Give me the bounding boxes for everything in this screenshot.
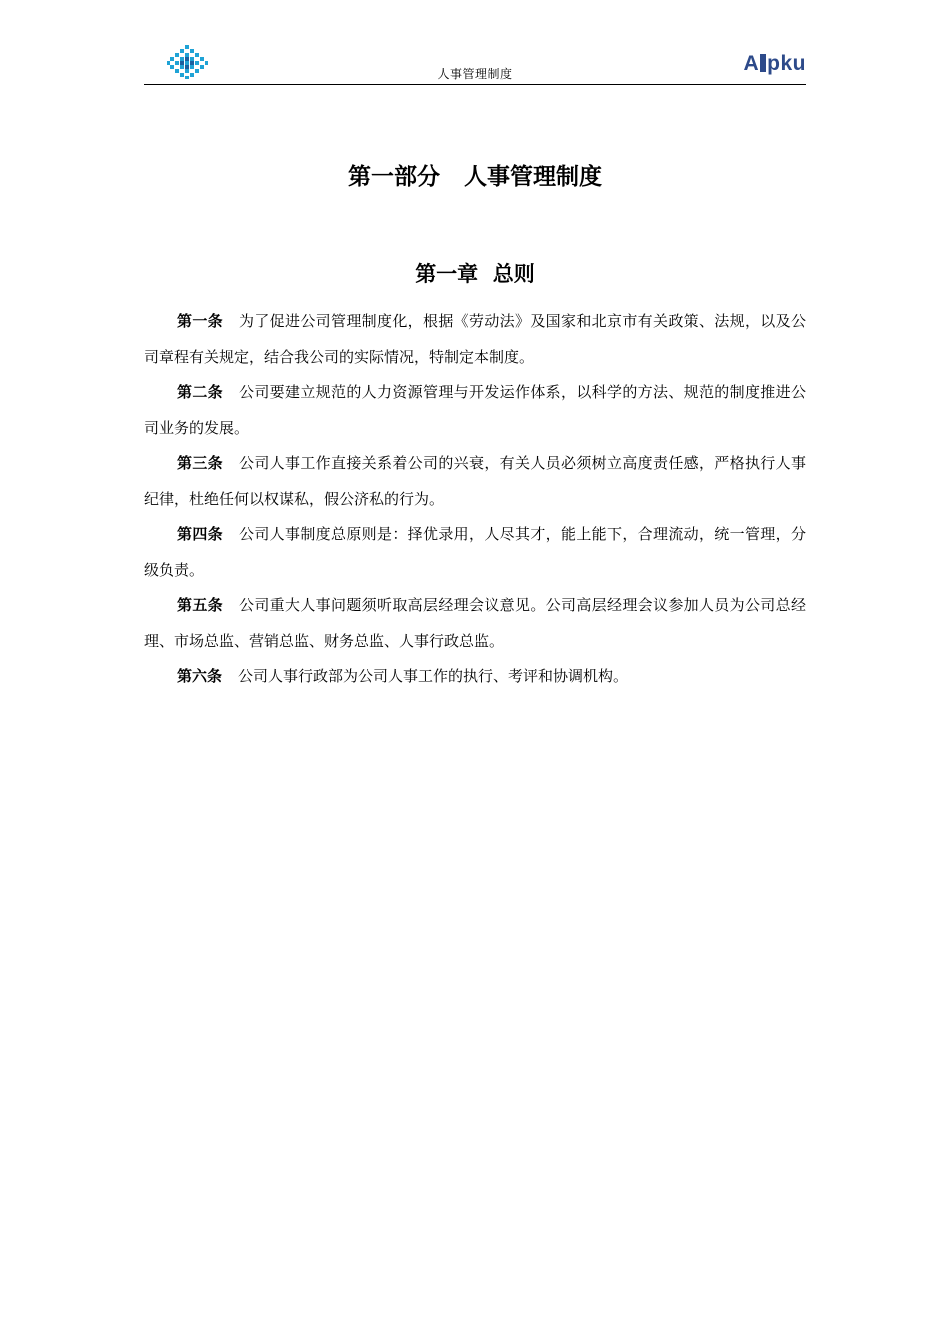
article-label: 第一条 (177, 312, 223, 330)
part-title: 第一部分 人事管理制度 (347, 164, 603, 190)
article-5 (144, 588, 806, 659)
article-label: 第四条 (177, 525, 223, 543)
article-2 (144, 375, 806, 446)
aipku-logo (743, 52, 806, 76)
article-text: 为了促进公司管理制度化，根据《劳动法》及国家和北京市有关政策、法规，以及公司章程有关规定，结合我公司的实际情况，特制定本制度。 (144, 312, 806, 366)
logo-prefix: A (743, 52, 760, 75)
article-3 (144, 446, 806, 517)
article-1 (144, 304, 806, 375)
page-header (144, 40, 806, 85)
chapter-title: 第一章 总则 (415, 262, 535, 286)
article-label: 第三条 (177, 454, 223, 472)
header-title: 人事管理制度 (437, 67, 513, 81)
article-text: 公司要建立规范的人力资源管理与开发运作体系，以科学的方法、规范的制度推进公司业务的发展。 (144, 383, 806, 437)
logo-bar-icon (760, 54, 766, 72)
article-6 (144, 659, 806, 695)
article-text: 公司人事制度总原则是：择优录用，人尽其才，能上能下，合理流动，统一管理，分级负责。 (144, 525, 806, 579)
article-text: 公司重大人事问题须听取高层经理会议意见。公司高层经理会议参加人员为公司总经理、市场总监、营销总监、财务总监、人事行政总监。 (144, 596, 806, 650)
article-label: 第六条 (177, 667, 223, 685)
article-label: 第二条 (177, 383, 223, 401)
article-label: 第五条 (177, 596, 223, 614)
article-text: 公司人事行政部为公司人事工作的执行、考评和协调机构。 (238, 667, 629, 685)
logo-suffix: pku (767, 52, 806, 75)
article-4 (144, 517, 806, 588)
article-text: 公司人事工作直接关系着公司的兴衰，有关人员必须树立高度责任感，严格执行人事纪律，杜绝任何以权谋私，假公济私的行为。 (144, 454, 806, 508)
articles-section (144, 304, 806, 695)
